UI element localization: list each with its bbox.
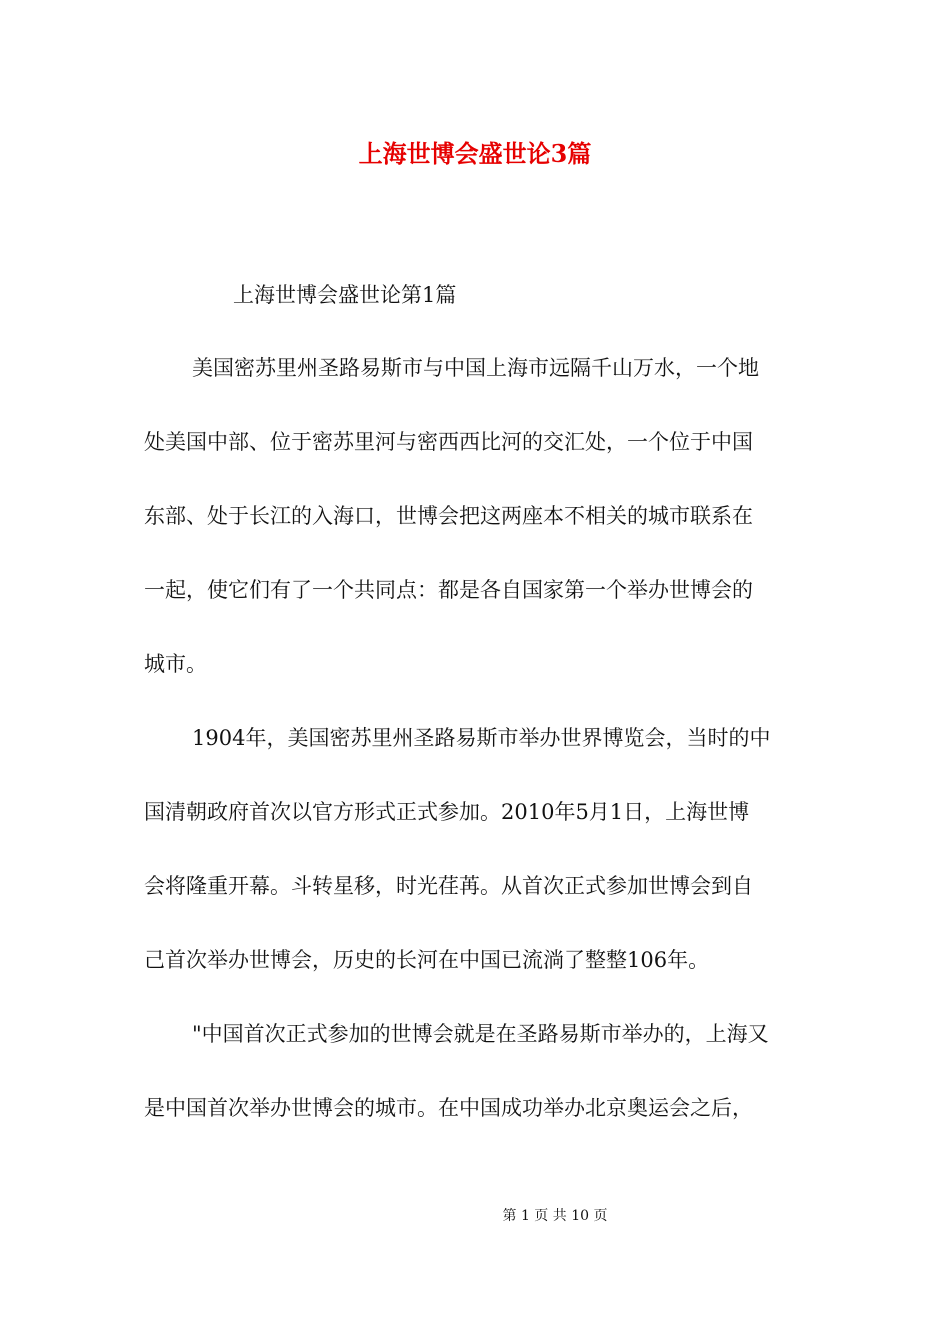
text-line: 美国密苏里州圣路易斯市与中国上海市远隔千山万水，一个地 xyxy=(192,356,759,380)
page-footer: 第 1 页 共 10 页 xyxy=(502,1208,608,1224)
text-line: 己首次举办世博会，历史的长河在中国已流淌了整整106年。 xyxy=(144,948,710,972)
text-line: 东部、处于长江的入海口，世博会把这两座本不相关的城市联系在 xyxy=(144,504,753,528)
text-line: 是中国首次举办世博会的城市。在中国成功举办北京奥运会之后， xyxy=(144,1096,753,1120)
text-line: 会将隆重开幕。斗转星移，时光荏苒。从首次正式参加世博会到自 xyxy=(144,874,753,898)
text-line: 处美国中部、位于密苏里河与密西西比河的交汇处，一个位于中国 xyxy=(144,430,753,454)
text-line: "中国首次正式参加的世博会就是在圣路易斯市举办的，上海又 xyxy=(192,1022,769,1046)
text-line: 1904年，美国密苏里州圣路易斯市举办世界博览会，当时的中 xyxy=(192,726,771,750)
section-heading: 上海世博会盛世论第1篇 xyxy=(233,283,457,307)
text-line: 一起，使它们有了一个共同点：都是各自国家第一个举办世博会的 xyxy=(144,578,753,602)
document-title: 上海世博会盛世论3篇 xyxy=(358,139,592,168)
text-line: 国清朝政府首次以官方形式正式参加。2010年5月1日，上海世博 xyxy=(144,800,750,824)
text-line: 城市。 xyxy=(144,652,207,676)
body-text xyxy=(144,350,806,1164)
